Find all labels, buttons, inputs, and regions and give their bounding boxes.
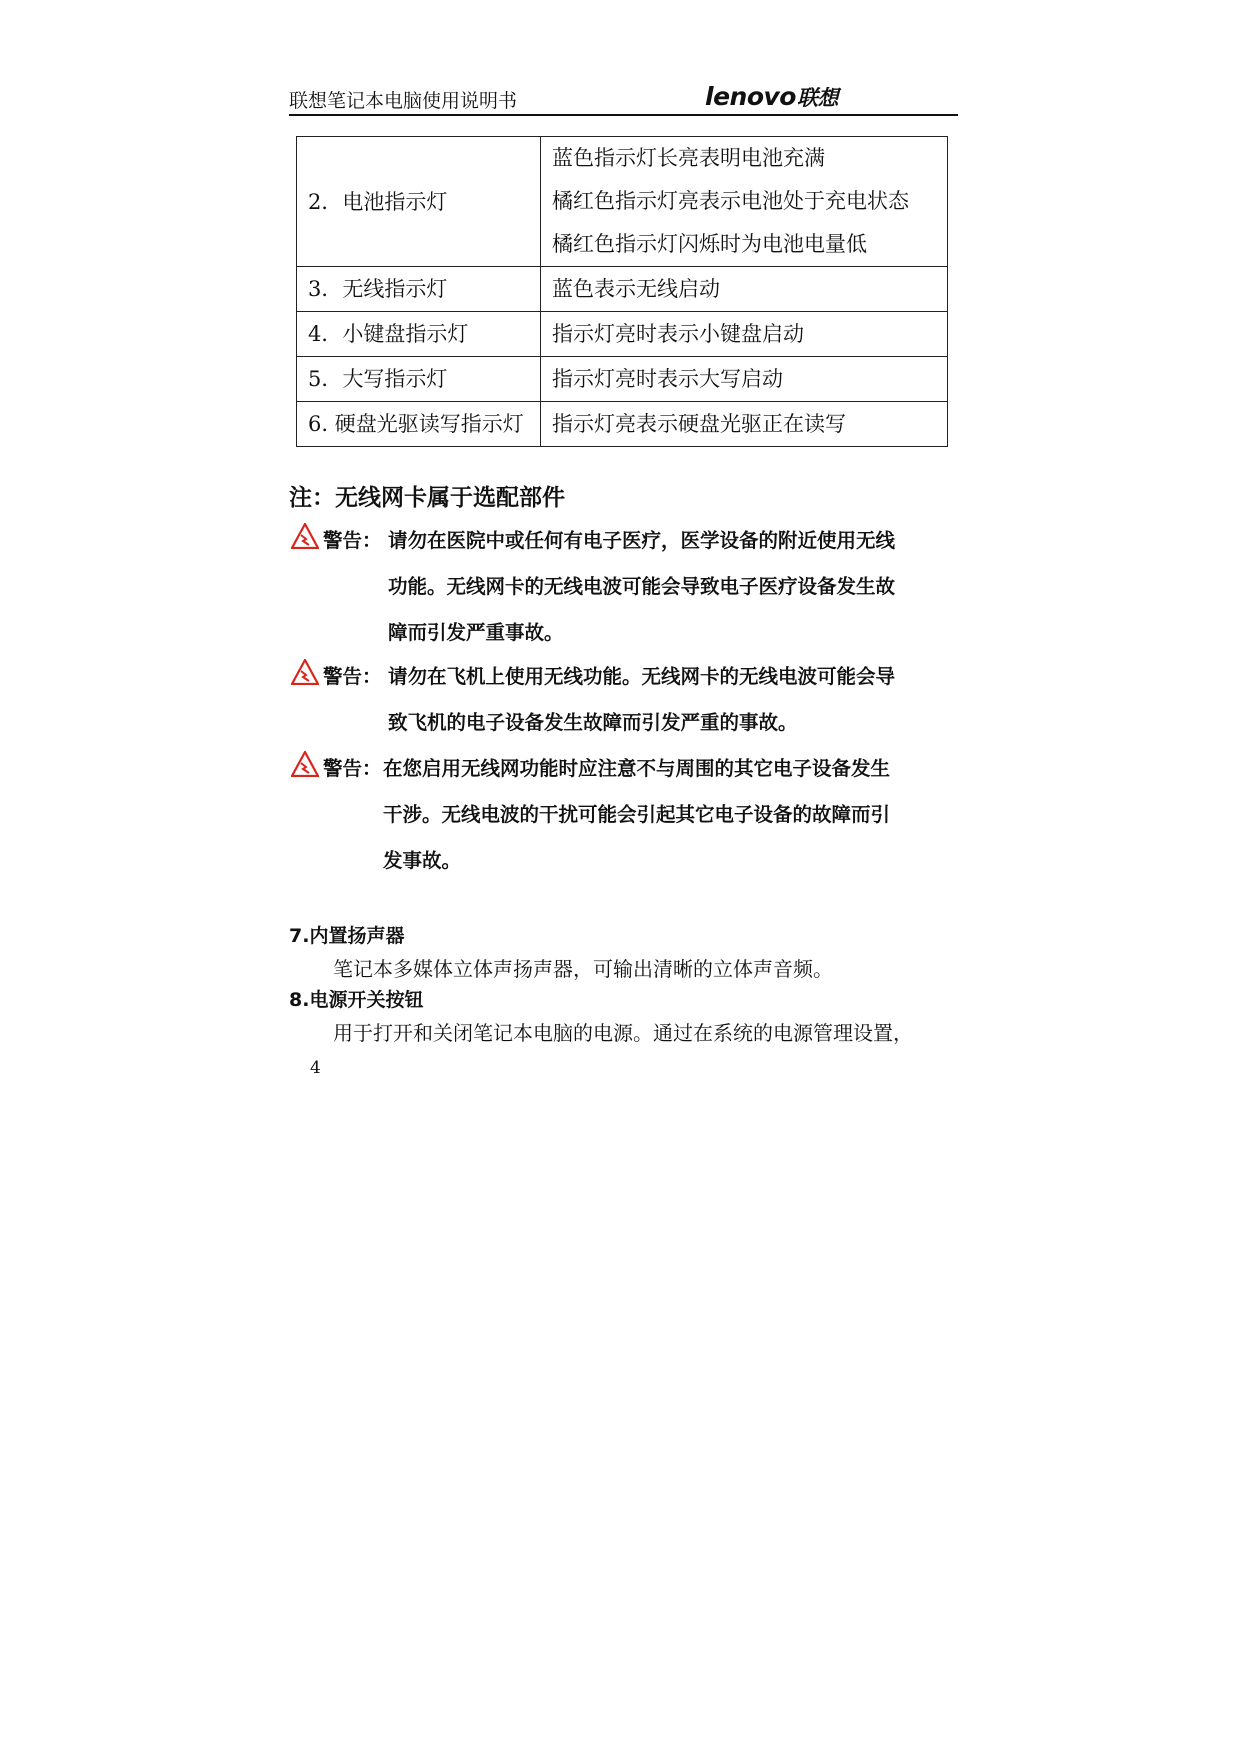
table-row xyxy=(297,267,948,312)
optional-part-note: 注：无线网卡属于选配部件 xyxy=(289,485,565,511)
page-number: 4 xyxy=(310,1058,321,1078)
warning-text-line: 在您启用无线网功能时应注意不与周围的其它电子设备发生 xyxy=(383,757,891,780)
table-cell-label: 6. 硬盘光驱读写指示灯 xyxy=(297,402,541,447)
warning-triangle-icon xyxy=(291,659,319,685)
warning-label: 警告： xyxy=(323,757,382,780)
table-cell-label: 3．无线指示灯 xyxy=(297,267,541,312)
table-cell-description: 指示灯亮时表示小键盘启动 xyxy=(541,312,948,357)
warning-label: 警告： xyxy=(323,529,382,552)
warning-triangle-icon xyxy=(291,751,319,777)
logo-text: lenovo xyxy=(705,82,796,111)
warning-text-line: 发事故。 xyxy=(383,849,462,872)
table-row xyxy=(297,357,948,402)
table-cell-description: 指示灯亮时表示大写启动 xyxy=(541,357,948,402)
header-rule xyxy=(289,114,958,116)
warning-text-line: 功能。无线网卡的无线电波可能会导致电子医疗设备发生故 xyxy=(388,575,896,598)
table-cell-description: 蓝色表示无线启动 xyxy=(541,267,948,312)
section-heading-power-button: 8.电源开关按钮 xyxy=(289,989,424,1011)
logo-cn-text: 联想 xyxy=(796,86,838,110)
table-row xyxy=(297,137,948,267)
table-cell-label: 4．小键盘指示灯 xyxy=(297,312,541,357)
warning-label: 警告： xyxy=(323,665,382,688)
table-cell-label: 5．大写指示灯 xyxy=(297,357,541,402)
header-title: 联想笔记本电脑使用说明书 xyxy=(289,90,518,112)
warning-text-line: 请勿在医院中或任何有电子医疗，医学设备的附近使用无线 xyxy=(388,529,896,552)
warning-text-line: 干涉。无线电波的干扰可能会引起其它电子设备的故障而引 xyxy=(383,803,891,826)
warning-triangle-icon xyxy=(291,523,319,549)
lenovo-logo xyxy=(705,82,838,112)
warning-text-line: 障而引发严重事故。 xyxy=(388,621,564,644)
table-cell-label: 2．电池指示灯 xyxy=(297,137,541,267)
section-text-power-button: 用于打开和关闭笔记本电脑的电源。通过在系统的电源管理设置， xyxy=(333,1021,913,1045)
table-cell-description: 指示灯亮表示硬盘光驱正在读写 xyxy=(541,402,948,447)
table-cell-description: 蓝色指示灯长亮表明电池充满 橘红色指示灯亮表示电池处于充电状态 橘红色指示灯闪烁时为电池电量低 xyxy=(541,137,948,267)
indicator-table xyxy=(296,136,948,447)
section-text-speaker: 笔记本多媒体立体声扬声器，可输出清晰的立体声音频。 xyxy=(333,957,833,981)
section-heading-speaker: 7.内置扬声器 xyxy=(289,925,405,947)
table-row xyxy=(297,402,948,447)
warning-text-line: 致飞机的电子设备发生故障而引发严重的事故。 xyxy=(388,711,798,734)
warning-text-line: 请勿在飞机上使用无线功能。无线网卡的无线电波可能会导 xyxy=(388,665,896,688)
table-row xyxy=(297,312,948,357)
